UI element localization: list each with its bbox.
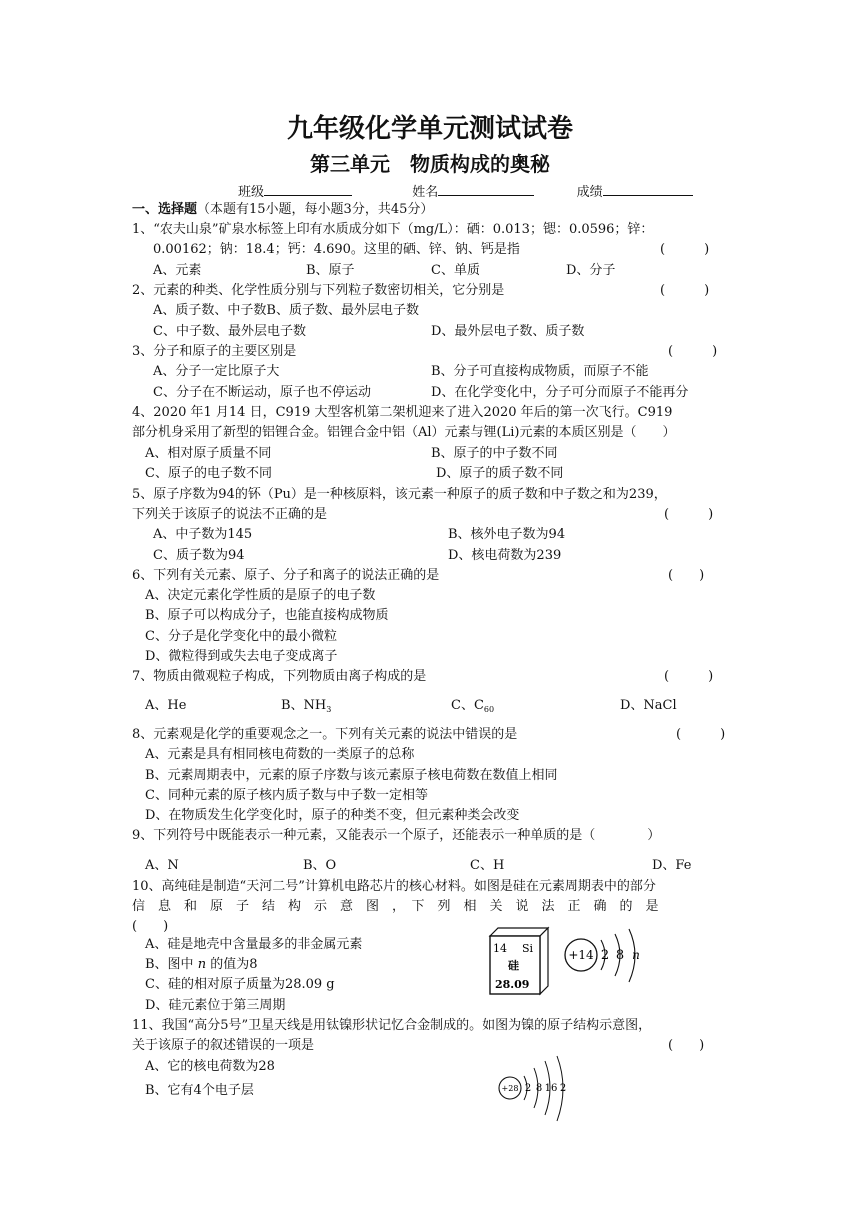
q3-option-c[interactable]: C、分子在不断运动，原子也不停运动 <box>153 385 371 400</box>
q7-option-a[interactable]: A、He <box>145 698 187 713</box>
card-top-face <box>490 928 548 936</box>
q2-option-c[interactable]: C、中子数、最外层电子数 <box>153 324 306 339</box>
q5-stem-1: 5、原子序数为94的钚（Pu）是一种核原料，该元素一种原子的质子数和中子数之和为239， <box>132 487 667 502</box>
q5-answer-paren[interactable]: ( ) <box>664 507 714 522</box>
silicon-atom-diagram <box>563 926 653 988</box>
q2-stem: 2、元素的种类、化学性质分别与下列粒子数密切相关，它分别是 <box>132 283 505 298</box>
q9-option-c[interactable]: C、H <box>470 858 505 873</box>
q11-stem-1: 11、我国“高分5号”卫星天线是用钛镍形状记忆合金制成的。如图为镍的原子结构示意图， <box>132 1018 652 1033</box>
student-info-row <box>238 181 693 202</box>
q1-answer-paren[interactable]: ( ) <box>660 242 710 257</box>
q10-option-b[interactable] <box>145 956 258 974</box>
silicon-shell-2-count: 8 <box>615 948 625 963</box>
q3-option-b[interactable]: B、分子可直接构成物质，而原子不能 <box>431 364 649 379</box>
q4-option-c[interactable]: C、原子的电子数不同 <box>145 466 272 481</box>
q6-option-b[interactable]: B、原子可以构成分子，也能直接构成物质 <box>145 608 389 623</box>
nickel-shell-4-count: 2 <box>559 1083 567 1094</box>
q7-stem: 7、物质由微观粒子构成，下列物质由离子构成的是 <box>132 669 427 684</box>
q8-answer-paren[interactable]: ( ) <box>676 727 726 742</box>
q11-stem-2: 关于该原子的叙述错误的一项是 <box>132 1038 315 1053</box>
q10-option-b-post: 的值为8 <box>210 957 258 972</box>
nickel-nucleus-charge: +28 <box>501 1084 519 1093</box>
q7-option-c[interactable] <box>451 697 494 719</box>
page-subtitle: 第三单元 物质构成的奥秘 <box>310 152 550 176</box>
nickel-shell-3-count: 16 <box>544 1083 558 1094</box>
q1-stem-2: 0.00162；钠：18.4；钙：4.690。这里的硒、锌、钠、钙是指 <box>153 242 520 257</box>
q10-answer-paren[interactable]: ( ) <box>132 919 169 934</box>
q4-option-d[interactable]: D、原子的质子数不同 <box>436 466 564 481</box>
q10-option-c[interactable]: C、硅的相对原子质量为28.09 g <box>145 977 335 992</box>
q3-answer-paren[interactable]: ( ) <box>668 344 718 359</box>
score-label: 成绩 <box>576 185 603 200</box>
q11-option-a[interactable]: A、它的核电荷数为28 <box>145 1059 275 1074</box>
q10-option-a[interactable]: A、硅是地壳中含量最多的非金属元素 <box>145 937 363 952</box>
q4-option-b[interactable]: B、原子的中子数不同 <box>431 446 558 461</box>
q9-option-d[interactable]: D、Fe <box>652 858 692 873</box>
q5-option-d[interactable]: D、核电荷数为239 <box>448 548 562 563</box>
q5-option-b[interactable]: B、核外电子数为94 <box>448 527 566 542</box>
q6-option-d[interactable]: D、微粒得到或失去电子变成离子 <box>145 649 338 664</box>
q1-option-b[interactable]: B、原子 <box>306 263 355 278</box>
q7-option-c-subscript: 60 <box>483 705 495 714</box>
q2-option-d[interactable]: D、最外层电子数、质子数 <box>431 324 585 339</box>
q8-option-a[interactable]: A、元素是具有相同核电荷数的一类原子的总称 <box>145 747 415 762</box>
q7-option-d[interactable]: D、NaCl <box>620 698 677 713</box>
q1-option-d[interactable]: D、分子 <box>566 263 616 278</box>
q11-option-b[interactable]: B、它有4个电子层 <box>145 1083 254 1098</box>
q2-option-ab[interactable]: A、质子数、中子数B、质子数、最外层电子数 <box>153 303 419 318</box>
q7-option-b[interactable] <box>281 697 331 719</box>
q6-stem: 6、下列有关元素、原子、分子和离子的说法正确的是 <box>132 568 440 583</box>
q4-stem-1: 4、2020 年1 月14 日，C919 大型客机第二架机迎来了进入2020 年后的第一次飞行。C919 <box>132 405 673 420</box>
name-field[interactable] <box>438 181 534 196</box>
q1-option-c[interactable]: C、单质 <box>431 263 480 278</box>
q8-stem: 8、元素观是化学的重要观念之一。下列有关元素的说法中错误的是 <box>132 727 518 742</box>
q9-option-a[interactable]: A、N <box>145 858 179 873</box>
card-side-face <box>540 928 548 994</box>
q7-answer-paren[interactable]: ( ) <box>664 669 714 684</box>
silicon-shell-3-count: n <box>632 948 640 962</box>
q5-stem-2: 下列关于该原子的说法不正确的是 <box>132 507 328 522</box>
q10-stem-1: 10、高纯硅是制造“天河二号”计算机电路芯片的核心材料。如图是硅在元素周期表中的部分 <box>132 879 656 894</box>
q6-answer-paren[interactable]: ( ) <box>668 568 705 583</box>
q9-stem: 9、下列符号中既能表示一种元素，又能表示一个原子，还能表示一种单质的是（ ） <box>132 828 661 843</box>
card-symbol: Si <box>522 942 534 955</box>
q7-option-b-subscript: 3 <box>326 705 332 714</box>
nickel-shell-2-count: 8 <box>535 1083 543 1094</box>
q7-option-c-text: C、C <box>451 698 484 713</box>
q4-option-a[interactable]: A、相对原子质量不同 <box>145 446 272 461</box>
silicon-shell-1-count: 2 <box>600 948 610 963</box>
q10-stem-2: 信 息 和 原 子 结 构 示 意 图 ， 下 列 相 关 说 法 正 确 的 是 <box>132 899 659 914</box>
class-field[interactable] <box>264 181 352 196</box>
q10-option-b-pre: B、图中 <box>145 957 194 972</box>
card-atomic-number: 14 <box>493 942 507 955</box>
q8-option-b[interactable]: B、元素周期表中，元素的原子序数与该元素原子核电荷数在数值上相同 <box>145 768 558 783</box>
page-title: 九年级化学单元测试试卷 <box>286 114 573 144</box>
silicon-nucleus-charge: +14 <box>568 948 594 962</box>
section-title: 一、选择题 <box>132 202 198 217</box>
silicon-element-card <box>486 924 552 996</box>
q4-stem-2: 部分机身采用了新型的铝锂合金。铝锂合金中铝（Al）元素与锂(Li)元素的本质区别是（ ） <box>132 425 676 440</box>
q11-answer-paren[interactable]: ( ) <box>668 1038 705 1053</box>
name-label: 姓名 <box>412 185 439 200</box>
q5-option-c[interactable]: C、质子数为94 <box>153 548 245 563</box>
q7-option-b-text: B、NH <box>281 698 327 713</box>
q10-option-d[interactable]: D、硅元素位于第三周期 <box>145 998 286 1013</box>
q8-option-c[interactable]: C、同种元素的原子核内质子数与中子数一定相等 <box>145 788 428 803</box>
q2-answer-paren[interactable]: ( ) <box>660 283 710 298</box>
class-label: 班级 <box>238 185 265 200</box>
q10-option-b-var: n <box>197 957 207 972</box>
q6-option-a[interactable]: A、决定元素化学性质的是原子的电子数 <box>145 588 376 603</box>
q3-stem: 3、分子和原子的主要区别是 <box>132 344 297 359</box>
section-heading <box>132 201 433 219</box>
nickel-atom-diagram <box>494 1055 590 1127</box>
q5-option-a[interactable]: A、中子数为145 <box>153 527 253 542</box>
nickel-shell-1-count: 2 <box>524 1083 532 1094</box>
q3-option-d[interactable]: D、在化学变化中，分子可分而原子不能再分 <box>431 385 689 400</box>
q9-option-b[interactable]: B、O <box>303 858 337 873</box>
q1-stem-1: 1、“农夫山泉”矿泉水标签上印有水质成分如下（mg/L）：硒：0.013；锶：0.0596；锌： <box>132 222 654 237</box>
card-element-name: 硅 <box>508 959 519 972</box>
q3-option-a[interactable]: A、分子一定比原子大 <box>153 364 280 379</box>
q8-option-d[interactable]: D、在物质发生化学变化时，原子的种类不变，但元素种类会改变 <box>145 808 520 823</box>
score-field[interactable] <box>603 181 693 196</box>
section-note: （本题有15小题，每小题3分，共45分） <box>197 202 434 217</box>
card-atomic-mass: 28.09 <box>495 978 530 991</box>
q6-option-c[interactable]: C、分子是化学变化中的最小微粒 <box>145 629 337 644</box>
q1-option-a[interactable]: A、元素 <box>153 263 202 278</box>
